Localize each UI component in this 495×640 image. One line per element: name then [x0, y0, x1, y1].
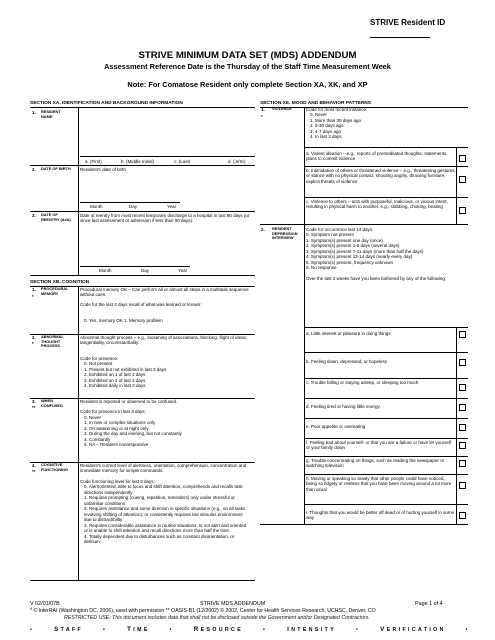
procedural-memory-text	[80, 287, 250, 324]
xb-item-number: 1.	[32, 287, 36, 292]
option: 3. Symptom(s) present 7-11 days (more than half the days)	[306, 248, 424, 254]
item-coding-instruction: Code for most recent instance:	[306, 107, 368, 112]
footer-version: V 02/01/07B	[30, 601, 60, 607]
option: 1. In new or complex situations only	[84, 420, 156, 426]
option: 1. Present but not exhibited in last 3 days	[84, 366, 167, 372]
violence-text	[306, 107, 464, 140]
option: 2. Symptom(s) present 2-6 days (several days)	[306, 243, 400, 249]
depression-sub-g: g. Trouble concentrating on things, such as reading the newspaper or watching television	[306, 458, 445, 469]
depression-sub-b: b. Feeling down, depressed, or hopeless	[306, 359, 388, 364]
depression-sub-b-box[interactable]	[459, 359, 466, 366]
divider	[304, 418, 468, 419]
depression-sub-c: c. Trouble falling or staying asleep, or sleeping too much	[306, 380, 419, 385]
divider	[260, 524, 468, 525]
banner-bullet: •	[169, 626, 174, 633]
divider	[260, 224, 468, 225]
page-subtitle: Assessment Reference Date is the Thursday of the Staff Time Measurement Week	[104, 62, 391, 71]
xa-item-number: 3.	[32, 213, 36, 218]
name-part-suffix: d. (Jr/Sr)	[228, 159, 246, 164]
option: 3. Requires considerable assistance in routine situations. Is not alert and oriented or is unable to shift attention and recall directions more than half the time.	[84, 522, 247, 534]
item-coding-instruction: Code functioning level for last 3 days:	[80, 478, 155, 484]
divider	[304, 504, 468, 505]
xb-item-number: 4.	[32, 463, 36, 468]
option: 0. Alert/oriented, able to focus and shift attention, comprehends and recalls task directions independently	[84, 484, 243, 495]
item-description: Procedural memory OK – Can perform all or almost all steps in a multitask sequence without cues.	[80, 287, 249, 298]
option: 0. Not present	[84, 361, 113, 367]
depression-sub-e-box[interactable]	[459, 424, 466, 431]
acronym-word: STAFF	[54, 626, 84, 633]
date-part-day: Day	[141, 268, 150, 273]
divider	[304, 197, 468, 198]
option: 1. More than 30 days ago	[310, 117, 362, 123]
option: 5. NA – Resident nonresponsive	[84, 442, 149, 448]
column-divider	[78, 286, 79, 580]
footer-copyright: * © interRAI (Washington DC, 2006), used with permission ** OASIS-B1 (12/2002) © 2002, Center for Health Services Research, UCHSC, Denver, CO	[30, 608, 376, 614]
violence-sub-c: c. Violence to others – acts with purposeful, malicious, or vicious intent, resulting in physical harm to another, e.g., stabbing, choking, beating	[306, 199, 448, 210]
xb-item-number: 2.	[32, 335, 36, 340]
date-part-year: Year	[167, 204, 177, 209]
item-coding-instruction: Code for presence in last 3 days:	[80, 409, 146, 415]
xe-item-number: 1.	[261, 107, 265, 112]
resident-id-field[interactable]	[370, 31, 430, 38]
acronym-word: RESOURCE	[193, 626, 244, 633]
date-part-day: Day	[129, 204, 138, 209]
xa-item-label: RESIDENT NAME	[41, 109, 61, 119]
source-marker: **	[32, 405, 36, 410]
depression-interview-text	[306, 227, 464, 281]
xb-item-label: COGNITIVE FUNCTIONING	[41, 462, 69, 472]
banner-bullet: •	[262, 626, 268, 633]
option: 4. In last 3 days	[310, 134, 342, 140]
banner-bullet: •	[30, 626, 35, 633]
xb-item-number: 3.	[32, 399, 36, 404]
divider	[304, 456, 468, 457]
option: 4. Constantly	[84, 436, 111, 442]
option: 2. Requires assistance and some direction in specific situations (e.g., on all tasks involving shifting of attention), or consistently requires low stimulus environment due to distractibility	[84, 506, 246, 523]
item-coding-instruction: Code for the last 3 days recall of what was learned or known:	[80, 301, 202, 307]
date-part-month: Month	[99, 268, 112, 273]
option: 9. No response	[306, 265, 337, 271]
item-coding-instruction: Code for occurrence last 14 days:	[306, 227, 374, 232]
source-marker: *	[261, 114, 263, 119]
item-description: Resident's current level of alertness, orientation, comprehension, concentration and immediate memory for simple commands.	[80, 463, 247, 474]
xb-item-label: ABNORMAL THOUGHT PROCESS	[41, 334, 64, 349]
name-entry-line[interactable]	[80, 156, 255, 157]
depression-sub-e: e. Poor appetite or overeating	[306, 424, 366, 429]
item-question: Over the last 2 weeks have you been bothered by any of the following:	[306, 275, 447, 281]
abnormal-thought-text	[80, 335, 250, 389]
violence-sub-a-box[interactable]	[459, 155, 466, 162]
reentry-instruction: Date of reentry from most recent temporary discharge to a hospital in last 90 days (or since last assessment or admission if less than 90 days).	[80, 213, 250, 224]
column-divider	[304, 107, 305, 524]
banner-bullet: •	[355, 626, 361, 633]
xe-item-label: VIOLENCE	[272, 106, 292, 111]
source-marker: **	[32, 469, 36, 474]
divider	[30, 107, 255, 108]
item-coding-instruction: Code for presence:	[80, 355, 119, 361]
column-divider	[456, 327, 457, 524]
option: 1. Requires prompting (cueing, repetition, reminders) only under stressful or unfamiliar conditions	[84, 495, 235, 506]
source-marker: *	[32, 294, 34, 299]
depression-sub-a: a. Little interest or pleasure in doing things	[306, 331, 391, 336]
option: 2. 8-30 days ago	[310, 123, 344, 129]
option: 0. Yes, memory OK 1. Memory problem	[84, 318, 163, 324]
section-xb-heading: SECTION XB. COGNITION	[30, 280, 90, 285]
depression-sub-f: f. Feeling bad about yourself- or that you are a failure or have let yourself or your family down	[306, 440, 452, 451]
divider	[304, 378, 468, 379]
when-confused-text	[80, 399, 250, 448]
xb-item-label: PROCEDURAL MEMORY	[41, 286, 69, 296]
name-part-middle: b. (Middle Initial)	[121, 159, 155, 164]
depression-sub-g-box[interactable]	[459, 460, 466, 467]
divider	[30, 211, 255, 212]
reentry-entry-line[interactable]	[80, 266, 190, 267]
acronym-word: VERIFICATION	[380, 626, 446, 633]
divider	[304, 327, 468, 328]
depression-sub-c-box[interactable]	[459, 384, 466, 391]
date-part-month: Month	[90, 204, 103, 209]
divider	[304, 352, 468, 353]
item-description: Abnormal thought process – e.g., loosening of associations, blocking, flight of ideas, tangentiality, circumstantiality.	[80, 335, 248, 346]
acronym-word: TIME	[127, 626, 150, 633]
depression-sub-h-box[interactable]	[459, 482, 466, 489]
dob-entry-line[interactable]	[80, 202, 180, 203]
option: 2. Exhibited on 1 of last 3 days	[84, 372, 146, 378]
depression-sub-d-box[interactable]	[459, 404, 466, 411]
acronym-word: INTENSITY	[287, 626, 337, 633]
xe-item-label: RESIDENT DEPRESSION INTERVIEW	[272, 226, 298, 241]
footer-restricted: RESTRICTED USE: This document includes data that shall not be disclosed outside the Government and/or Designated Contractors.	[64, 615, 370, 621]
divider	[30, 275, 255, 276]
source-marker: *	[32, 341, 34, 346]
xa-item-label: DATE OF REENTRY (A4A)	[41, 212, 71, 222]
date-part-year: Year	[178, 268, 188, 273]
option: 5. Symptom(s) present, frequency unknown	[306, 259, 394, 265]
xa-item-number: 2.	[32, 167, 36, 172]
divider	[304, 474, 468, 475]
section-xa-heading: SECTION XA. IDENTIFICATION AND BACKGROUND INFORMATION	[30, 101, 183, 106]
option: 1. Symptom(s) present one day (once)	[306, 237, 383, 243]
footer-center: STRIVE MDS ADDENDUM	[200, 601, 266, 607]
depression-sub-f-box[interactable]	[459, 442, 466, 449]
divider	[30, 580, 255, 581]
divider	[304, 166, 468, 167]
option: 4. Symptom(s) present 12-14 days (nearly every day)	[306, 254, 413, 260]
banner-bullet: •	[465, 626, 470, 633]
violence-sub-b-box[interactable]	[459, 176, 466, 183]
comatose-note: Note: For Comatose Resident only complete Section XA, XK, and XP	[127, 80, 368, 89]
depression-sub-a-box[interactable]	[459, 331, 466, 338]
cognitive-functioning-text	[80, 463, 248, 545]
depression-sub-i-box[interactable]	[459, 512, 466, 519]
xa-item-number: 1.	[32, 110, 36, 115]
option: 3. 4-7 days ago	[310, 128, 342, 134]
footer-page: Page 1 of 4	[415, 601, 443, 607]
column-divider	[78, 107, 79, 275]
option: 3. Exhibited on 2 of last 3 days	[84, 377, 146, 383]
option: 0. Never	[310, 112, 328, 118]
name-part-last: c. (Last)	[174, 159, 191, 164]
violence-sub-c-box[interactable]	[459, 207, 466, 214]
depression-sub-d: d. Feeling tired or having little energy	[306, 404, 380, 409]
banner-bullet: •	[103, 626, 108, 633]
option: 4. Totally dependent due to disturbances such as constant disorientation, or delirium	[84, 533, 235, 545]
name-part-first: a. (First)	[85, 159, 102, 164]
option: 0. Symptom not present	[306, 232, 354, 238]
option: 4. Exhibited daily in last 3 days	[84, 383, 146, 389]
page-title: STRIVE MINIMUM DATA SET (MDS) ADDENDUM	[138, 50, 357, 61]
acronym-banner	[30, 626, 470, 634]
divider	[304, 147, 468, 148]
section-xe-heading: SECTION XE. MOOD AND BEHAVIOR PATTERNS	[260, 101, 371, 106]
item-description: Resident is reported or observed to be confused.	[80, 399, 178, 404]
option: 2. On awakening or at night only	[84, 425, 149, 431]
violence-sub-a: a. Violent ideation – e.g., reports of premeditated thoughts, statements, plans to commit violence	[306, 151, 448, 162]
xb-item-label: WHEN CONFUSED	[41, 398, 63, 408]
xa-item-label: DATE OF BIRTH	[41, 166, 71, 171]
resident-id-label: STRIVE Resident ID	[370, 18, 495, 38]
option: 0. Never	[84, 414, 102, 420]
column-divider	[456, 147, 457, 224]
xe-item-number: 2.	[261, 227, 265, 232]
violence-sub-b: b. Intimidation of others or threatened violence – e.g., threatening gestures or stance with no physical contact, shouting angrily, throwing furniture, explicit threats of violence	[306, 168, 455, 184]
depression-sub-i: i. Thoughts that you would be better off dead or of hurting yourself in some way	[306, 510, 455, 521]
dob-instruction: Resident's date of birth	[80, 167, 126, 172]
depression-sub-h: h. Moving or speaking so slowly that other people could have noticed, being so fidgety or restless that you have been moving around a lot more than usual	[306, 476, 452, 492]
divider	[304, 438, 468, 439]
option: 3. During the day and evening, but not constantly	[84, 431, 182, 437]
divider	[304, 398, 468, 399]
